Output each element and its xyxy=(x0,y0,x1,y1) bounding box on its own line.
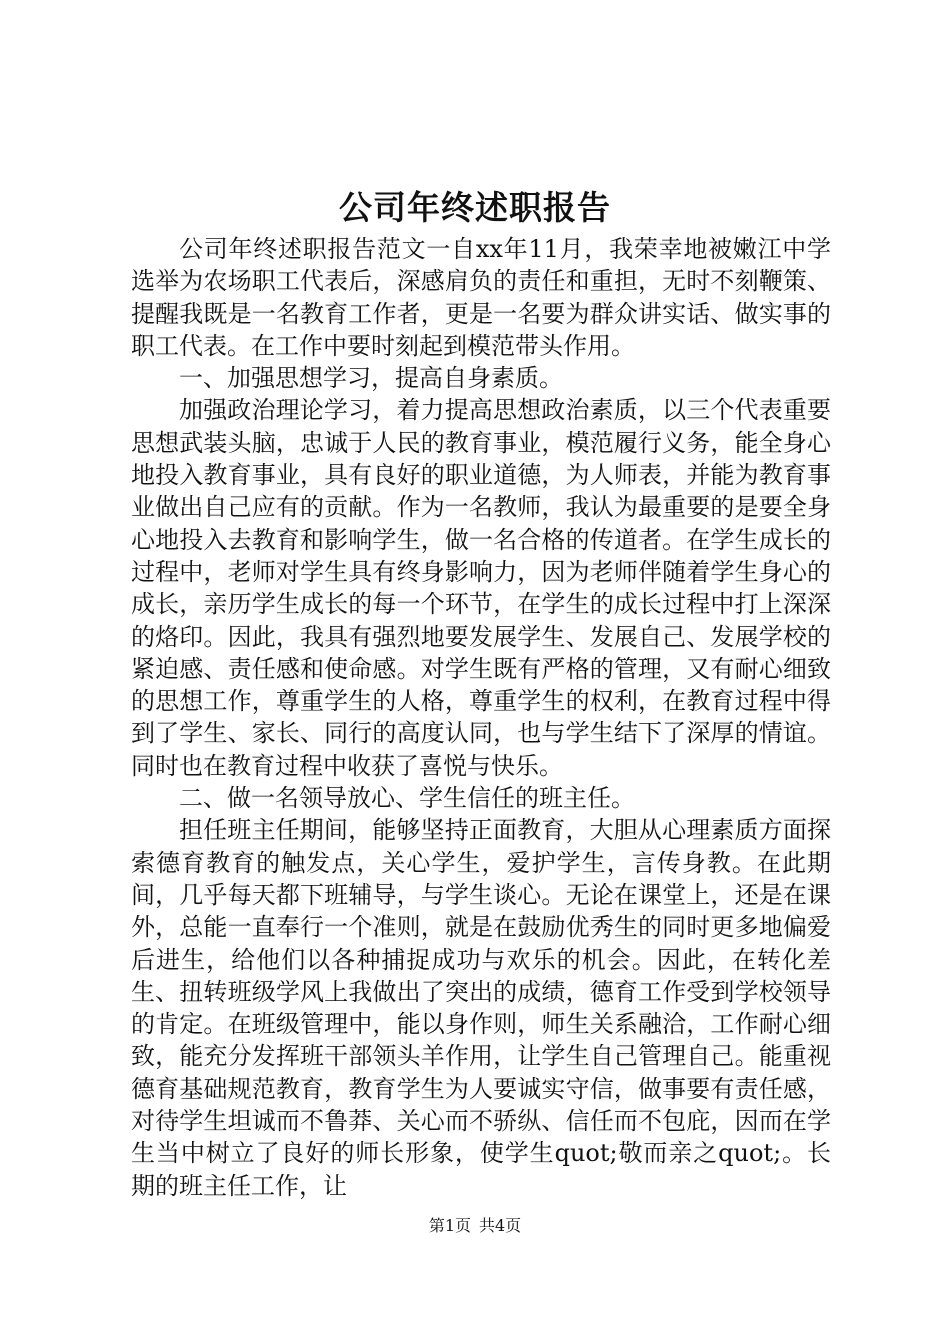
document-body xyxy=(131,233,831,1202)
document-title: 公司年终述职报告 xyxy=(339,188,611,227)
paragraph-section-1: 加强政治理论学习，着力提高思想政治素质，以三个代表重要思想武装头脑，忠诚于人民的教育事业，模范履行义务，能全身心地投入教育事业，具有良好的职业道德，为人师表，并能为教育事业做出自己应有的贡献。作为一名教师，我认为最重要的是要全身心地投入去教育和影响学生，做一名合格的传道者。在学生成长的过程中，老师对学生具有终身影响力，因为老师伴随着学生身心的成长，亲历学生成长的每一个环节，在学生的成长过程中打上深深的烙印。因此，我具有强烈地要发展学生、发展自己、发展学校的紧迫感、责任感和使命感。对学生既有严格的管理，又有耐心细致的思想工作，尊重学生的人格，尊重学生的权利，在教育过程中得到了学生、家长、同行的高度认同，也与学生结下了深厚的情谊。同时也在教育过程中收获了喜悦与快乐。 xyxy=(131,396,831,780)
page-footer xyxy=(0,1215,950,1237)
paragraph-section-2: 担任班主任期间，能够坚持正面教育，大胆从心理素质方面探索德育教育的触发点，关心学生，爱护学生，言传身教。在此期间，几乎每天都下班辅导，与学生谈心。无论在课堂上，还是在课外，总能一直奉行一个准则，就是在鼓励优秀生的同时更多地偏爱后进生，给他们以各种捕捉成功与欢乐的机会。因此，在转化差生、扭转班级学风上我做出了突出的成绩，德育工作受到学校领导的肯定。在班级管理中，能以身作则，师生关系融洽，工作耐心细致，能充分发挥班干部领头羊作用，让学生自己管理自己。能重视德育基础规范教育，教育学生为人要诚实守信，做事要有责任感，对待学生坦诚而不鲁莽、关心而不骄纵、信任而不包庇，因而在学生当中树立了良好的师长形象，使学生quot;敬而亲之quot;。长期的班主任工作，让 xyxy=(131,816,831,1200)
page-number: 第1页 xyxy=(428,1216,471,1235)
section-heading-2: 二、做一名领导放心、学生信任的班主任。 xyxy=(179,784,635,813)
paragraph-intro: 公司年终述职报告范文一自xx年11月，我荣幸地被嫩江中学选举为农场职工代表后，深感肩负的责任和重担，无时不刻鞭策、提醒我既是一名教育工作者，更是一名要为群众讲实话、做实事的职工代表。在工作中要时刻起到模范带头作用。 xyxy=(131,235,831,360)
section-heading-1: 一、加强思想学习，提高自身素质。 xyxy=(179,364,563,393)
page-total: 共4页 xyxy=(479,1216,522,1235)
